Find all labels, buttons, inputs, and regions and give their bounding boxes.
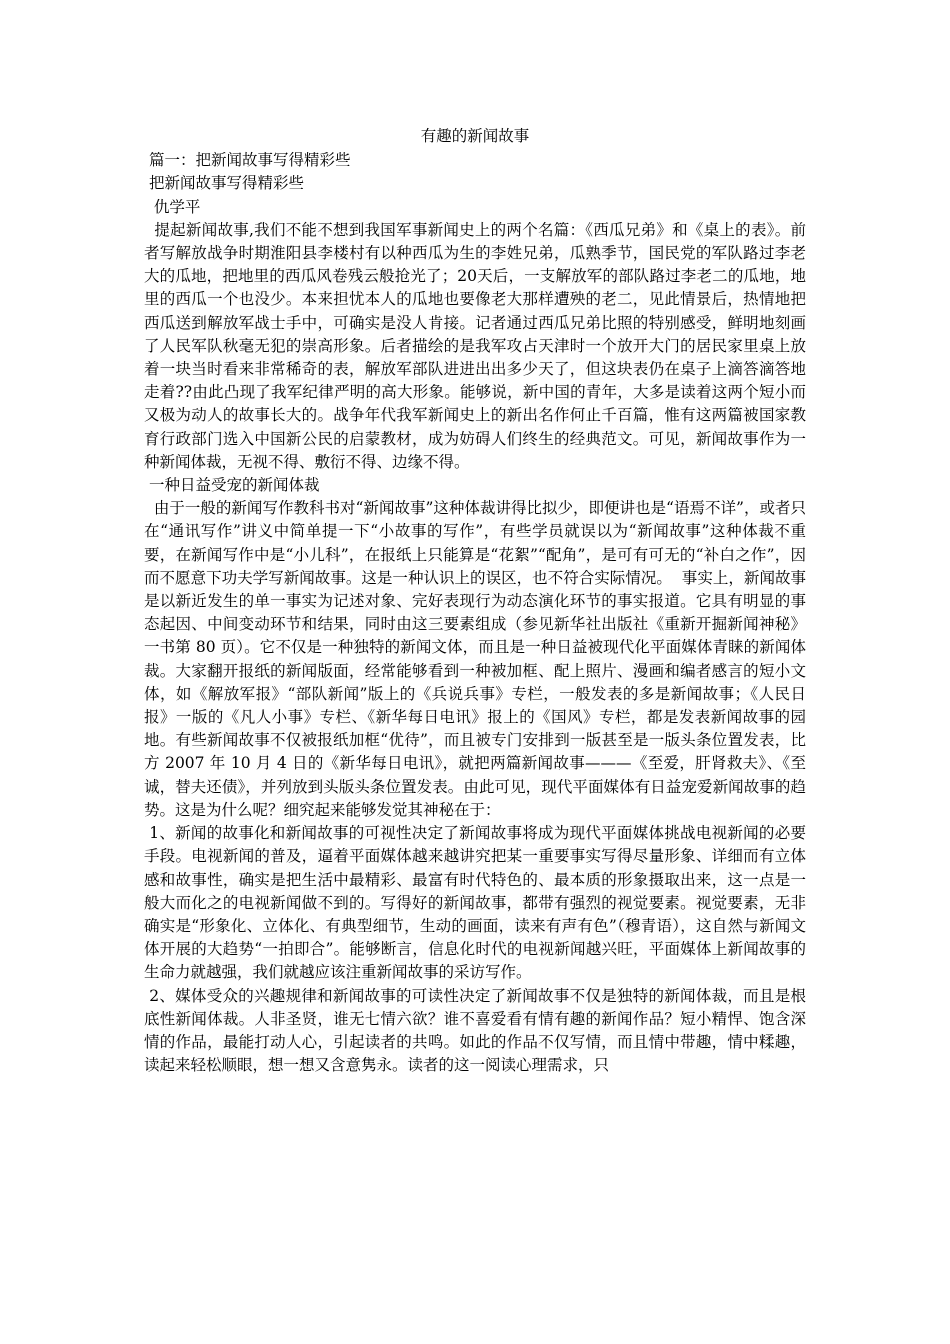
article-title: 把新闻故事写得精彩些 [144, 174, 304, 193]
paragraph-body: 由于一般的新闻写作教科书对“新闻故事”这种体裁讲得比拟少，即便讲也是“语焉不详”，或者只在“通讯写作”讲义中简单提一下“小故事的写作”，有些学员就误以为“新闻故事”这种体裁不重要，在新闻写作中是“小儿科”，在报纸上只能算是“花絮”“配角”，是可有可无的“补白之作”，因而不愿意下功夫学写新闻故事。这是一种认识上的误区，也不符合实际情况。 事实上，新闻故事是以新近发生的单一事实为记述对象、完好表现行为动态演化环节的事实报道。它具有明显的事态起因、中间变动环节和结果，同时由这三要素组成（参见新华社出版社《重新开掘新闻神秘》一书第 80 页）。它不仅是一种独特的新闻文体，而且是一种日益被现代化平面媒体青睐的新闻体裁。大家翻开报纸的新闻版面，经常能够看到一种被加框、配上照片、漫画和编者感言的短小文体，如《解放军报》“部队新闻”版上的《兵说兵事》专栏，一般发表的多是新闻故事；《人民日报》一版的《凡人小事》专栏、《新华每日电讯》报上的《国风》专栏，都是发表新闻故事的园地。有些新闻故事不仅被报纸加框“优待”，而且被专门安排到一版甚至是一版头条位置发表，比方 2007 年 10 月 4 日的《新华每日电讯》，就把两篇新闻故事———《至爱，肝肾救夫》、《至诚，替夫还债》，并列放到头版头条位置发表。由此可见，现代平面媒体有日益宠爱新闻故事的趋势。这是为什么呢？细究起来能够发觉其神秘在于： [144, 499, 806, 819]
document-title: 有趣的新闻故事 [420, 127, 530, 145]
section-heading: 篇一：把新闻故事写得精彩些 [144, 151, 351, 170]
document-page [144, 125, 806, 1077]
paragraph-intro: 提起新闻故事,我们不能不想到我国军事新闻史上的两个名篇：《西瓜兄弟》和《桌上的表》。前者写解放战争时期淮阳县李楼村有以种西瓜为生的李姓兄弟，瓜熟季节，国民党的军队路过李老大的瓜地，把地里的西瓜风卷残云般抢光了；20天后，一支解放军的部队路过李老二的瓜地，地里的西瓜一个也没少。本来担忧本人的瓜地也要像老大那样遭殃的老二，见此情景后，热情地把西瓜送到解放军战士手中，可确实是没人肯接。记者通过西瓜兄弟比照的特别感受，鲜明地刻画了人民军队秋毫无犯的崇高形象。后者描绘的是我军攻占天津时一个放开大门的居民家里桌上放着一块当时看来非常稀奇的表，解放军部队进进出出多少天了，但这块表仍在桌子上滴答滴答地走着??由此凸现了我军纪律严明的高大形象。能够说，新中国的青年，大多是读着这两个短小而又极为动人的故事长大的。战争年代我军新闻史上的新出名作何止千百篇，惟有这两篇被国家教育行政部门选入中国新公民的启蒙教材，成为妨碍人们终生的经典范文。可见，新闻故事作为一种新闻体裁，无视不得、敷衍不得、边缘不得。 [144, 220, 806, 471]
subheading: 一种日益受宠的新闻体裁 [144, 476, 320, 495]
paragraph-point-2: 2、媒体受众的兴趣规律和新闻故事的可读性决定了新闻故事不仅是独特的新闻体裁，而且是根底性新闻体裁。人非圣贤，谁无七情六欲？谁不喜爱看有情有趣的新闻作品？短小精悍、饱含深情的作品，最能打动人心，引起读者的共鸣。如此的作品不仅写情，而且情中带趣，情中糅趣，读起来轻松顺眼，想一想又含意隽永。读者的这一阅读心理需求，只 [144, 986, 806, 1075]
author-name: 仇学平 [144, 197, 201, 216]
paragraph-point-1: 1、新闻的故事化和新闻故事的可视性决定了新闻故事将成为现代平面媒体挑战电视新闻的必要手段。电视新闻的普及，逼着平面媒体越来越讲究把某一重要事实写得尽量形象、详细而有立体感和故事性，确实是把生活中最精彩、最富有时代特色的、最本质的形象摄取出来，这一点是一般大而化之的电视新闻做不到的。写得好的新闻故事，都带有强烈的视觉要素。视觉要素，无非确实是“形象化、立体化、有典型细节，生动的画面，读来有声有色”（穆青语），这自然与新闻文体开展的大趋势“一拍即合”。能够断言，信息化时代的电视新闻越兴旺，平面媒体上新闻故事的生命力就越强，我们就越应该注重新闻故事的采访写作。 [144, 824, 806, 982]
